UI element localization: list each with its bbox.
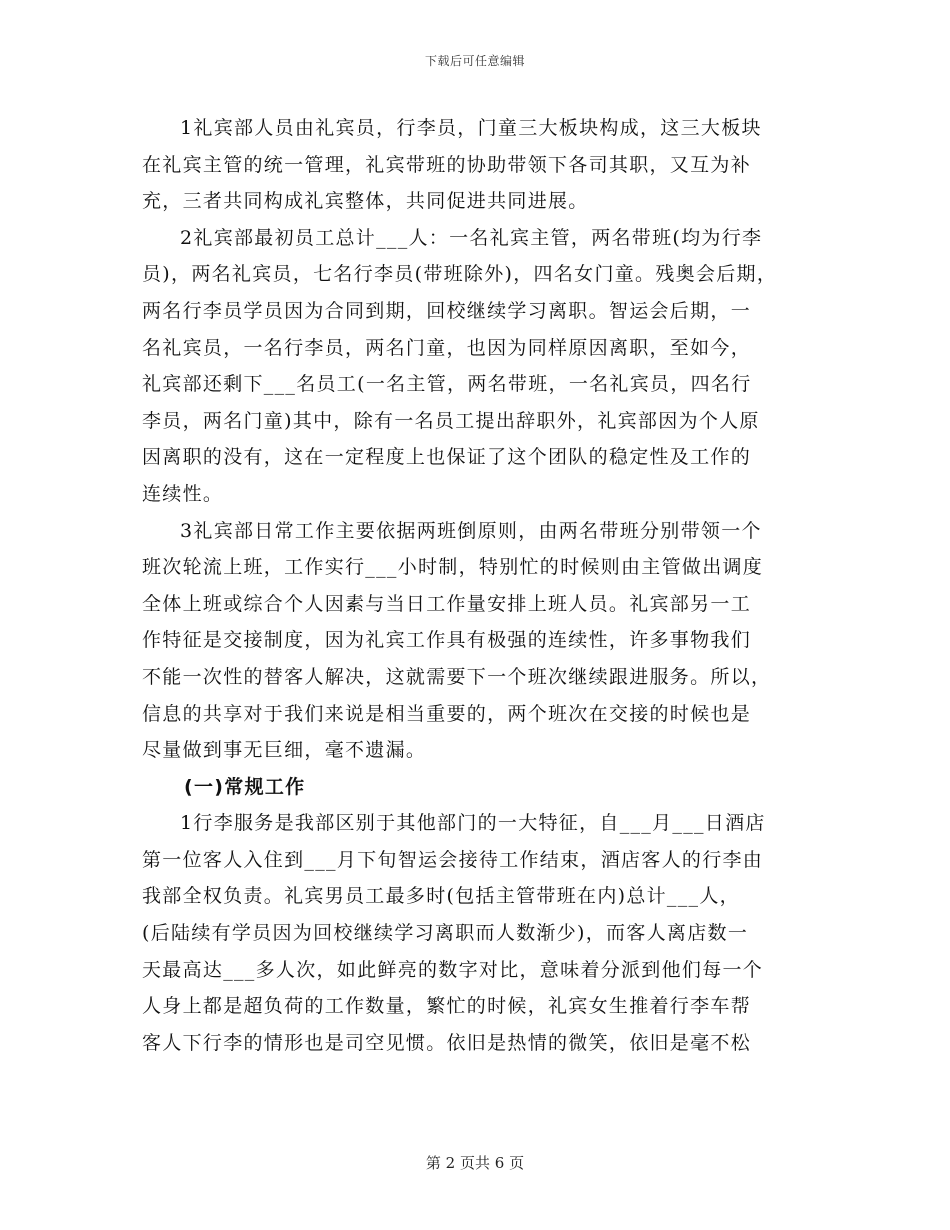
text-line: 不能一次性的替客人解决，这就需要下一个班次继续跟进服务。所以， [142, 665, 772, 688]
text-line: 2礼宾部最初员工总计___人：一名礼宾主管，两名带班(均为行李 [180, 226, 763, 249]
text-line: 我部全权负责。礼宾男员工最多时(包括主管带班在内)总计___人， [142, 885, 740, 908]
text-line: 班次轮流上班，工作实行___小时制，特别忙的时候则由主管做出调度 [142, 556, 764, 579]
text-line: 1行李服务是我部区别于其他部门的一大特征，自___月___日酒店 [180, 812, 766, 835]
text-line: 两名行李员学员因为合同到期，回校继续学习离职。智运会后期，一 [142, 299, 752, 322]
text-line: 充，三者共同构成礼宾整体，共同促进共同进展。 [142, 190, 589, 213]
text-line: 在礼宾主管的统一管理，礼宾带班的协助带领下各司其职，又互为补 [142, 153, 752, 176]
text-line: 天最高达___多人次，如此鲜亮的数字对比，意味着分派到他们每一个 [142, 958, 764, 981]
text-line: 3礼宾部日常工作主要依据两班倒原则，由两名带班分别带领一个 [180, 519, 762, 542]
text-line: 礼宾部还剩下___名员工(一名主管，两名带班，一名礼宾员，四名行 [142, 373, 752, 396]
text-line: 第一位客人入住到___月下旬智运会接待工作结束，酒店客人的行李由 [142, 848, 764, 871]
text-line: 连续性。 [142, 482, 224, 505]
text-line: 作特征是交接制度，因为礼宾工作具有极强的连续性，许多事物我们 [142, 629, 752, 652]
text-line: 名礼宾员，一名行李员，两名门童，也因为同样原因离职，至如今， [142, 336, 752, 359]
page-footer: 第 2 页共 6 页 [425, 1154, 525, 1172]
text-line: (后陆续有学员因为回校继续学习离职而人数渐少)，而客人离店数一 [142, 922, 749, 945]
text-line: 信息的共享对于我们来说是相当重要的，两个班次在交接的时候也是 [142, 702, 752, 725]
text-line: 客人下行李的情形也是司空见惯。依旧是热情的微笑，依旧是毫不松 [142, 1031, 752, 1054]
document-body [142, 110, 812, 1061]
page-header: 下载后可任意编辑 [424, 54, 525, 68]
section-heading: (一)常规工作 [184, 775, 306, 798]
text-line: 因离职的没有，这在一定程度上也保证了这个团队的稳定性及工作的 [142, 446, 752, 469]
text-line: 尽量做到事无巨细，毫不遗漏。 [142, 739, 427, 762]
text-line: 1礼宾部人员由礼宾员，行李员，门童三大板块构成，这三大板块 [180, 117, 762, 139]
text-line: 员)，两名礼宾员，七名行李员(带班除外)，四名女门童。残奥会后期， [142, 263, 778, 286]
text-line: 全体上班或综合个人因素与当日工作量安排上班人员。礼宾部另一工 [142, 592, 752, 615]
text-line: 人身上都是超负荷的工作数量，繁忙的时候，礼宾女生推着行李车帮 [142, 995, 752, 1018]
text-line: 李员，两名门童)其中，除有一名员工提出辞职外，礼宾部因为个人原 [142, 409, 760, 432]
